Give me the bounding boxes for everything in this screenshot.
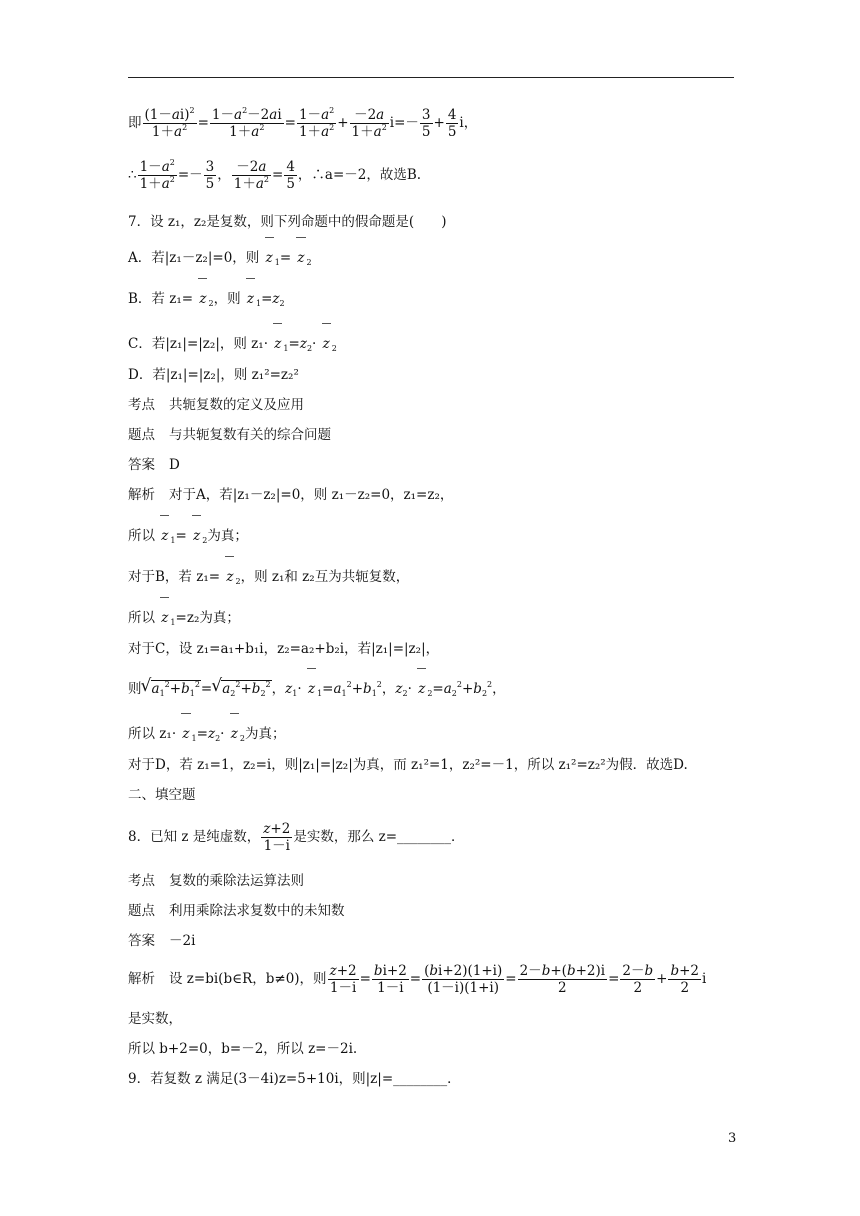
jiexi6-prefix: 则: [128, 681, 142, 697]
answer-value: D: [169, 457, 180, 473]
tidian-label: 题点: [128, 903, 155, 919]
q8-answer: [128, 932, 195, 950]
q6-line1-end: i，: [459, 115, 478, 131]
q7-jiexi-1: [128, 486, 453, 504]
q7-jiexi-3: 对于B，若 z₁= z $_2$，则 z₁和 z₂互为共轭复数，: [128, 569, 410, 586]
q7-option-d: D．若|z₁|=|z₂|，则 z₁²=z₂²: [128, 367, 299, 383]
q7-kaodian: [128, 396, 304, 414]
q7-option-b-text: B．若 z₁=: [128, 291, 194, 307]
q6-line-1: 即 $\frac{(1-ai)^2}{1+a^2}$ = $\frac{1-a^2-2ai}{1+a^2}$ = $\frac{1-a^2}{1+a^2}$ + $\frac{-2a}{1+a^2}$ i=－ $\frac{3}{5}$ + $\frac{4}{5}$ i，: [128, 106, 478, 140]
kaodian-text: 复数的乘除法运算法则: [169, 873, 304, 889]
kaodian-label: 考点: [128, 397, 155, 413]
q7-option-c: C．若|z₁|=|z₂|，则 z₁· z $_1=z_2\cdot z$ $_2$: [128, 336, 337, 353]
q7-option-c-text: C．若|z₁|=|z₂|，则 z₁·: [128, 336, 268, 352]
tidian-label: 题点: [128, 427, 155, 443]
kaodian-label: 考点: [128, 873, 155, 889]
q7-option-b: B．若 z₁= z $_2$，则 z $_1=z_2$: [128, 291, 285, 308]
q8-kaodian: [128, 872, 304, 890]
q8-tidian: [128, 902, 345, 920]
jiexi7-prefix: 所以 z₁·: [128, 726, 177, 742]
kaodian-text: 共轭复数的定义及应用: [169, 397, 304, 413]
jiexi-label: 解析: [128, 487, 155, 503]
jiexi4-prefix: 所以: [128, 610, 155, 626]
header-rule: [128, 77, 734, 78]
q7-jiexi-2: 所以 z $_1$= z $_2$为真；: [128, 528, 248, 545]
q8-stem-prefix: 8．已知 z 是纯虚数，: [128, 829, 261, 845]
tidian-text: 与共轭复数有关的综合问题: [169, 427, 331, 443]
page-number: 3: [728, 1131, 737, 1146]
jiexi7-suffix: 为真；: [244, 726, 286, 742]
tidian-text: 利用乘除法求复数中的未知数: [169, 903, 345, 919]
q8-stem-suffix: 是实数，那么 z=________．: [293, 829, 465, 845]
jiexi2-suffix: 为真；: [207, 528, 248, 544]
q6-result: ∴a=－2，故选B.: [311, 167, 422, 183]
jiexi-label: 解析: [128, 971, 155, 987]
q7-answer: [128, 456, 180, 474]
q7-tidian: [128, 426, 331, 444]
q6-line-2: ∴ $\frac{1-a^2}{1+a^2}$ =－ $\frac{3}{5}$ ， $\frac{-2a}{1+a^2}$ = $\frac{4}{5}$ ，∴a=－2，故选B.: [128, 158, 422, 192]
jiexi2-prefix: 所以: [128, 528, 155, 544]
answer-label: 答案: [128, 457, 155, 473]
q7-jiexi-4: 所以 z $_1$=z₂为真；: [128, 610, 240, 627]
q7-jiexi-8: 对于D，若 z₁=1，z₂=i，则|z₁|=|z₂|为真，而 z₁²=1，z₂²=－1，所以 z₁²=z₂²为假．故选D.: [128, 757, 688, 773]
q6-prefix: 即: [128, 115, 142, 131]
q8-jiexi-1: 解析 设 z=bi(b∈R，b≠0)，则 $\frac{z+2}{1-i}$ = $\frac{bi+2}{1-i}$ = $\frac{(bi+2)(1+i)}{(1-i)(1+i)}$ = $\frac{2-b+(b+2)i}{2}$ = $\frac{2-b}{2}$ + $\frac{b+2}{2}$ i: [128, 963, 707, 996]
q8-jiexi-2: 是实数，: [128, 1011, 182, 1027]
jiexi3-text: 对于B，若 z₁=: [128, 569, 221, 585]
jiexi-text: 对于A，若|z₁－z₂|=0，则 z₁－z₂=0，z₁=z₂，: [169, 487, 454, 503]
answer-label: 答案: [128, 933, 155, 949]
q9-stem: 9．若复数 z 满足(3－4i)z=5+10i，则|z|=________．: [128, 1071, 461, 1087]
q7-jiexi-6: 则√ $a_1^2+b_1^2=√$ $a_2^2+b_2^2$，$z_1\cdot z$ $_1=a_1^2+b_1^2$，$z_2\cdot z$ $_2=a_2^2+b_2^2$，: [128, 680, 506, 698]
section-title: 二、填空题: [128, 787, 196, 803]
q8-jiexi-3: 所以 b+2=0，b=－2，所以 z=－2i.: [128, 1041, 358, 1057]
jiexi3-suffix: ，则 z₁和 z₂互为共轭复数，: [240, 569, 410, 585]
q7-jiexi-5: 对于C，设 z₁=a₁+b₁i，z₂=a₂+b₂i，若|z₁|=|z₂|，: [128, 641, 440, 657]
q7-stem: 7．设 z₁，z₂是复数，则下列命题中的假命题是( ): [128, 214, 447, 230]
q7-option-a: A．若|z₁－z₂|=0，则 z $_1$= z $_2$: [128, 250, 312, 267]
q8-stem: 8．已知 z 是纯虚数， $\frac{z+2}{1-i}$ 是实数，那么 z=________．: [128, 821, 465, 854]
jiexi4-suffix: =z₂为真；: [175, 610, 240, 626]
q7-jiexi-7: 所以 z₁· z $_1=z_2\cdot z$ $_2$为真；: [128, 726, 286, 743]
q8-jiexi1-prefix: 设 z=bi(b∈R，b≠0)，则: [169, 971, 327, 987]
answer-value: －2i: [169, 933, 196, 949]
q7-option-a-text: A．若|z₁－z₂|=0，则: [128, 250, 260, 266]
